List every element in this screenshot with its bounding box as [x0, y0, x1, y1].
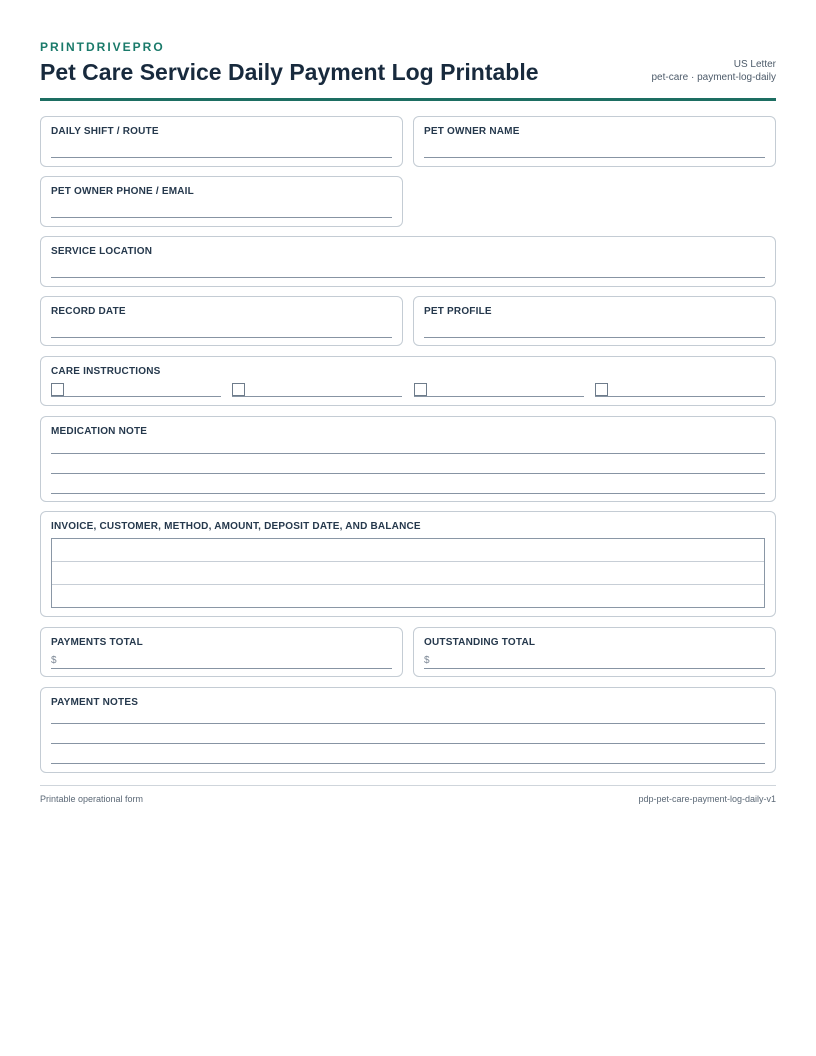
shift-route-label: DAILY SHIFT / ROUTE	[51, 126, 159, 137]
service-location-label: SERVICE LOCATION	[51, 246, 153, 257]
care-instruction-item[interactable]	[595, 383, 765, 397]
paper-size: US Letter	[733, 59, 776, 70]
medication-note-label: MEDICATION NOTE	[51, 426, 148, 437]
form-id: pdp-pet-care-payment-log-daily-v1	[638, 794, 776, 804]
invoice-table-label: INVOICE, CUSTOMER, METHOD, AMOUNT, DEPOSIT DATE, AND BALANCE	[51, 521, 421, 532]
brand-name: PRINTDRIVEPRO	[40, 40, 165, 54]
payments-total-label: PAYMENTS TOTAL	[51, 637, 143, 648]
care-instruction-item[interactable]	[51, 383, 221, 397]
footer-description: Printable operational form	[40, 794, 144, 804]
table-row[interactable]	[52, 585, 764, 608]
pet-profile-label: PET PROFILE	[424, 306, 492, 317]
document-meta	[652, 58, 777, 84]
payment-notes-line[interactable]	[51, 763, 765, 764]
service-location-line[interactable]	[51, 277, 765, 278]
care-instructions-label: CARE INSTRUCTIONS	[51, 366, 161, 377]
form-slug: pet-care · payment-log-daily	[651, 72, 776, 83]
record-date-line[interactable]	[51, 337, 392, 338]
payment-notes-line[interactable]	[51, 723, 765, 724]
payment-notes-line[interactable]	[51, 743, 765, 744]
owner-contact-field[interactable]	[40, 176, 403, 227]
payment-notes-label: PAYMENT NOTES	[51, 697, 139, 708]
record-date-label: RECORD DATE	[51, 306, 126, 317]
medication-note-line[interactable]	[51, 473, 765, 474]
outstanding-total-label: OUTSTANDING TOTAL	[424, 637, 536, 648]
invoice-table-field	[40, 511, 776, 617]
table-row[interactable]	[52, 539, 764, 562]
table-row[interactable]	[52, 562, 764, 585]
pet-profile-line[interactable]	[424, 337, 765, 338]
payments-total-field[interactable]	[40, 627, 403, 677]
shift-route-field[interactable]	[40, 116, 403, 167]
outstanding-total-field[interactable]	[413, 627, 776, 677]
owner-name-label: PET OWNER NAME	[424, 126, 520, 137]
care-instruction-line[interactable]	[232, 396, 402, 397]
footer-divider	[40, 785, 776, 786]
checkbox[interactable]	[414, 383, 427, 396]
medication-note-line[interactable]	[51, 493, 765, 494]
shift-route-line[interactable]	[51, 157, 392, 158]
checkbox[interactable]	[51, 383, 64, 396]
owner-contact-label: PET OWNER PHONE / EMAIL	[51, 186, 194, 197]
currency-symbol: $	[51, 655, 57, 666]
pet-profile-field[interactable]	[413, 296, 776, 346]
payment-notes-field[interactable]	[40, 687, 776, 773]
currency-symbol: $	[424, 655, 430, 666]
checkbox[interactable]	[232, 383, 245, 396]
form-header	[40, 40, 776, 101]
checkbox[interactable]	[595, 383, 608, 396]
record-date-field[interactable]	[40, 296, 403, 346]
care-instruction-item[interactable]	[232, 383, 402, 397]
care-instructions-field	[40, 356, 776, 406]
care-instruction-line[interactable]	[414, 396, 584, 397]
medication-note-field[interactable]	[40, 416, 776, 502]
invoice-table	[51, 538, 765, 608]
outstanding-total-line[interactable]	[424, 668, 765, 669]
page-title: Pet Care Service Daily Payment Log Printable	[40, 59, 539, 85]
care-instruction-line[interactable]	[595, 396, 765, 397]
owner-name-field[interactable]	[413, 116, 776, 167]
title-row	[40, 54, 776, 98]
medication-note-line[interactable]	[51, 453, 765, 454]
owner-contact-line[interactable]	[51, 217, 392, 218]
care-instruction-item[interactable]	[414, 383, 584, 397]
care-instruction-line[interactable]	[51, 396, 221, 397]
payments-total-line[interactable]	[51, 668, 392, 669]
owner-name-line[interactable]	[424, 157, 765, 158]
header-divider	[40, 98, 776, 101]
service-location-field[interactable]	[40, 236, 776, 287]
